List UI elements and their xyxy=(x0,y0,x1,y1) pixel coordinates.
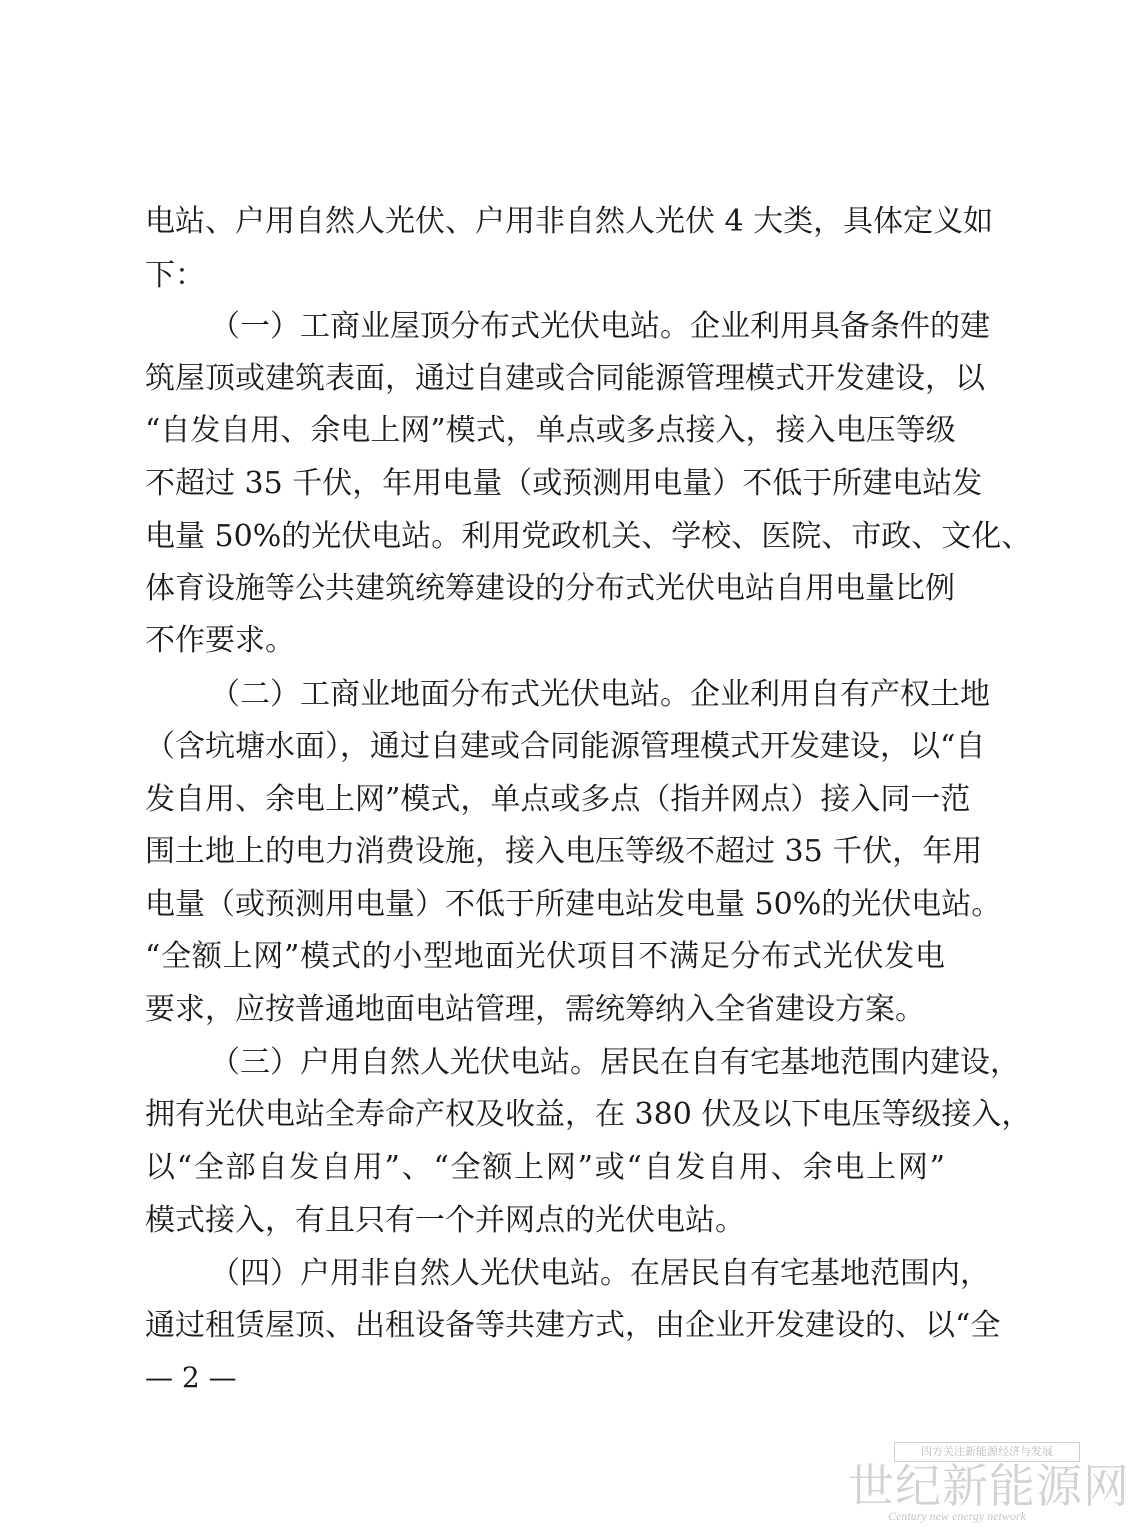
text-line: 不超过 35 千伏，年用电量（或预测用电量）不低于所建电站发 xyxy=(145,466,983,501)
text-line: “全额上网”模式的小型地面光伏项目不满足分布式光伏发电 xyxy=(145,939,945,974)
text-line: 体育设施等公共建筑统筹建设的分布式光伏电站自用电量比例 xyxy=(145,571,955,606)
text-line: 以“全部自发自用”、“全额上网”或“自发自用、余电上网” xyxy=(145,1150,945,1185)
watermark xyxy=(848,1442,1130,1526)
text-line: 筑屋顶或建筑表面，通过自建或合同能源管理模式开发建设，以 xyxy=(145,361,985,396)
paragraph-heading-line: （一）工商业屋顶分布式光伏电站。企业利用具备条件的建 xyxy=(210,309,990,344)
text-line: 电量 50%的光伏电站。利用党政机关、学校、医院、市政、文化、 xyxy=(145,519,1032,554)
text-line: 围土地上的电力消费设施，接入电压等级不超过 35 千伏，年用 xyxy=(145,834,983,869)
paragraph-heading-line: （二）工商业地面分布式光伏电站。企业利用自有产权土地 xyxy=(210,677,990,712)
watermark-tagline: 四方关注新能源经济与发展 xyxy=(894,1442,1080,1462)
page-number: — 2 — xyxy=(145,1361,237,1394)
text-line: 下： xyxy=(145,258,205,293)
text-line: 要求，应按普通地面电站管理，需统筹纳入全省建设方案。 xyxy=(145,992,925,1027)
text-line: “自发自用、余电上网”模式，单点或多点接入，接入电压等级 xyxy=(145,413,956,448)
text-line: 不作要求。 xyxy=(145,623,295,658)
text-line: 拥有光伏电站全寿命产权及收益，在 380 伏及以下电压等级接入， xyxy=(145,1097,1032,1132)
text-line: 模式接入，有且只有一个并网点的光伏电站。 xyxy=(145,1203,745,1238)
text-line: 通过租赁屋顶、出租设备等共建方式，由企业开发建设的、以“全 xyxy=(145,1308,1001,1343)
paragraph-heading-line: （四）户用非自然人光伏电站。在居民自有宅基地范围内， xyxy=(210,1256,990,1291)
text-line: （含坑塘水面），通过自建或合同能源管理模式开发建设，以“自 xyxy=(145,729,986,764)
watermark-english: Century new energy network xyxy=(888,1509,1026,1523)
text-line: 电量（或预测用电量）不低于所建电站发电量 50%的光伏电站。 xyxy=(145,887,1002,922)
text-line: 发自用、余电上网”模式，单点或多点（指并网点）接入同一范 xyxy=(145,782,971,817)
text-line: 电站、户用自然人光伏、户用非自然人光伏 4 大类，具体定义如 xyxy=(145,204,994,239)
paragraph-heading-line: （三）户用自然人光伏电站。居民在自有宅基地范围内建设， xyxy=(210,1045,1020,1080)
watermark-logo-text: 世纪新能源网 xyxy=(848,1459,1130,1513)
